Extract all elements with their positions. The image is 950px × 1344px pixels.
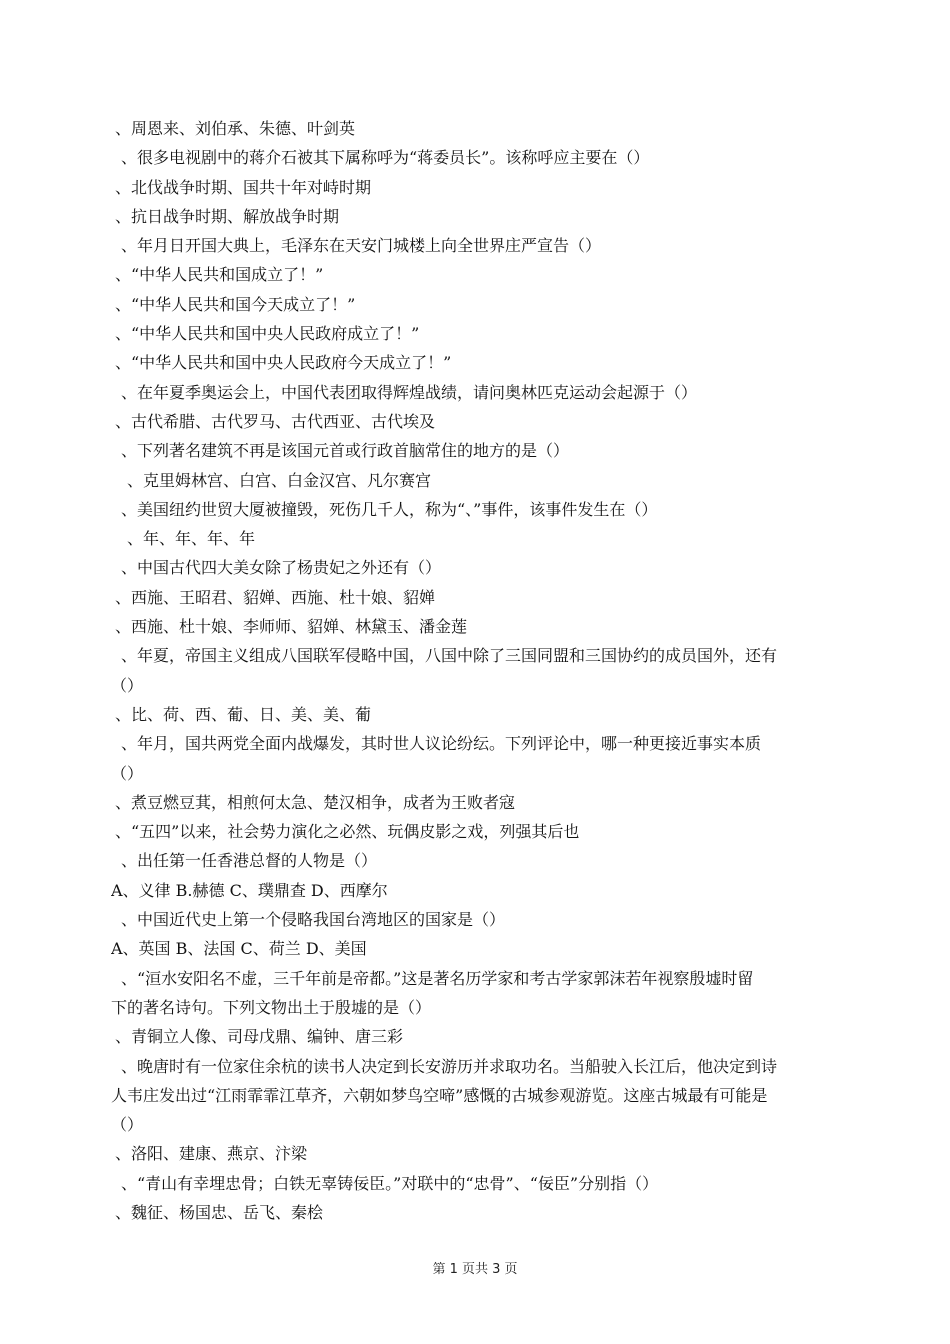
option-line: 、“中华人民共和国今天成立了！” xyxy=(115,294,356,314)
option-line: 、克里姆林宫、白宫、白金汉宫、凡尔赛宫 xyxy=(127,470,432,490)
option-line: 、比、荷、西、葡、日、美、美、葡 xyxy=(115,704,372,724)
option-line: 、周恩来、刘伯承、朱德、叶剑英 xyxy=(115,119,356,138)
question-line: 、“洹水安阳名不虚，三千年前是帝都。”这是著名历学家和考古学家郭沫若年视察殷墟时留 xyxy=(121,968,754,988)
option-line: 、抗日战争时期、解放战争时期 xyxy=(115,206,340,226)
option-line: A、义律 B.赫德 C、璞鼎查 D、西摩尔 xyxy=(111,880,388,900)
page-number-footer: 第 1 页共 3 页 xyxy=(432,1262,518,1277)
question-line: 、“青山有幸埋忠骨；白铁无辜铸佞臣。”对联中的“忠骨”、“佞臣”分别指（） xyxy=(121,1173,659,1193)
question-line: 、中国古代四大美女除了杨贵妃之外还有（） xyxy=(121,558,442,578)
document-body xyxy=(111,114,841,1227)
option-line: A、英国 B、法国 C、荷兰 D、美国 xyxy=(111,939,367,959)
option-line: 、魏征、杨国忠、岳飞、秦桧 xyxy=(115,1202,324,1222)
question-line: 、年夏，帝国主义组成八国联军侵略中国，八国中除了三国同盟和三国协约的成员国外，还有 xyxy=(121,646,778,666)
option-line: 、“中华人民共和国中央人民政府成立了！” xyxy=(115,324,420,344)
option-line: 、青铜立人像、司母戊鼎、编钟、唐三彩 xyxy=(115,1027,404,1047)
question-line-continued: 人韦庄发出过“江雨霏霏江草齐，六朝如梦鸟空啼”感慨的古城参观游览。这座古城最有可能是 xyxy=(111,1085,768,1105)
question-line: 、出任第一任香港总督的人物是（） xyxy=(121,851,378,871)
option-line: 、西施、王昭君、貂婵、西施、杜十娘、貂婵 xyxy=(115,587,436,607)
option-line: 、煮豆燃豆萁，相煎何太急、楚汉相争，成者为王败者寇 xyxy=(115,792,516,812)
option-line: 、西施、杜十娘、李师师、貂婵、林黛玉、潘金莲 xyxy=(115,617,468,637)
question-line: 、晚唐时有一位家住余杭的读书人决定到长安游历并求取功名。当船驶入长江后，他决定到诗 xyxy=(121,1056,778,1076)
question-line-continued: 下的著名诗句。下列文物出土于殷墟的是（） xyxy=(111,997,432,1017)
question-line: 、中国近代史上第一个侵略我国台湾地区的国家是（） xyxy=(121,910,506,930)
option-line: 、洛阳、建康、燕京、汴梁 xyxy=(115,1144,308,1164)
question-line: 、很多电视剧中的蒋介石被其下属称呼为“蒋委员长”。该称呼应主要在（） xyxy=(121,148,650,168)
option-line: 、“中华人民共和国成立了！” xyxy=(115,265,324,285)
question-line-continued: （） xyxy=(111,1115,144,1135)
option-line: 、古代希腊、古代罗马、古代西亚、古代埃及 xyxy=(115,411,436,431)
question-line-continued: （） xyxy=(111,675,144,695)
question-line: 、在年夏季奥运会上，中国代表团取得辉煌战绩，请问奥林匹克运动会起源于（） xyxy=(121,382,698,402)
question-line-continued: （） xyxy=(111,763,144,783)
question-line: 、年月，国共两党全面内战爆发，其时世人议论纷纭。下列评论中，哪一种更接近事实本质 xyxy=(121,734,762,754)
option-line: 、年、年、年、年 xyxy=(127,529,256,549)
question-line: 、年月日开国大典上，毛泽东在天安门城楼上向全世界庄严宣告（） xyxy=(121,236,602,256)
option-line: 、“五四”以来，社会势力演化之必然、玩偶皮影之戏，列强其后也 xyxy=(115,822,580,842)
question-line: 、下列著名建筑不再是该国元首或行政首脑常住的地方的是（） xyxy=(121,441,570,461)
question-line: 、美国纽约世贸大厦被撞毁，死伤几千人，称为“、”事件，该事件发生在（） xyxy=(121,499,658,519)
option-line: 、北伐战争时期、国共十年对峙时期 xyxy=(115,177,372,197)
option-line: 、“中华人民共和国中央人民政府今天成立了！” xyxy=(115,353,452,373)
